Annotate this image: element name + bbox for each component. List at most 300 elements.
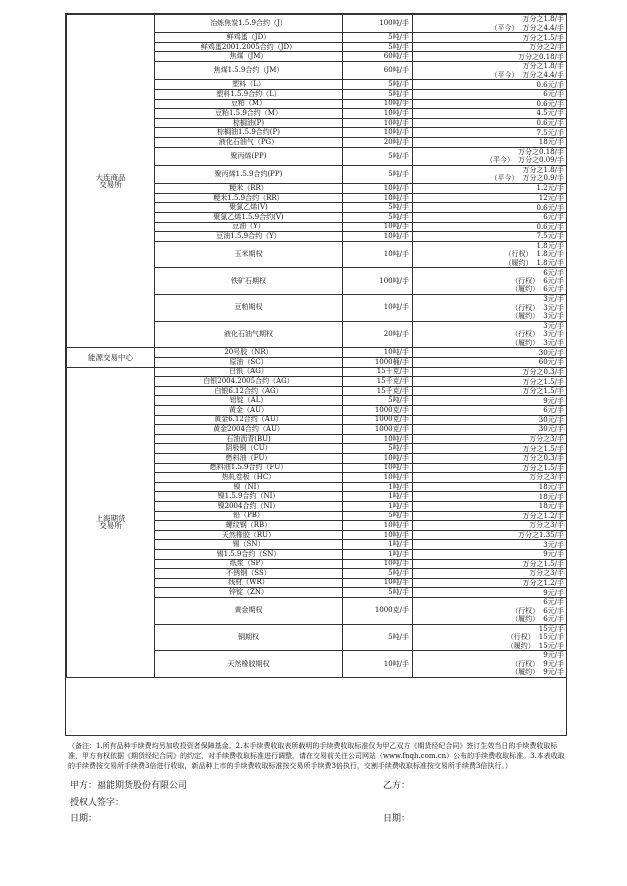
product-name: 纸浆（SP） bbox=[155, 559, 343, 569]
fee-line bbox=[415, 406, 564, 414]
product-name: 聚氯乙烯1.5.9合约(V) bbox=[155, 212, 343, 222]
contract-unit: 5吨/手 bbox=[343, 33, 413, 43]
fee-qualifier: （履约） bbox=[506, 641, 535, 650]
product-name: 鲜鸡蛋2001.2005合约（JD） bbox=[155, 42, 343, 52]
product-name: 玉米期权 bbox=[155, 241, 343, 268]
fee-value: 60元/手 bbox=[538, 358, 564, 367]
fee-cell bbox=[413, 521, 567, 531]
fee-line bbox=[415, 24, 564, 32]
authorized-signature-label: 授权人签字： bbox=[70, 797, 125, 807]
fee-value: 6元/手 bbox=[543, 614, 564, 623]
fee-value: 0.6元/手 bbox=[536, 119, 564, 128]
fee-cell bbox=[413, 406, 567, 416]
contract-unit: 10吨/手 bbox=[343, 241, 413, 268]
product-name: 鲜鸡蛋（JD） bbox=[155, 33, 343, 43]
fee-qualifier: （履约） bbox=[504, 258, 533, 267]
fee-value: 万分之1.8/手 bbox=[522, 166, 564, 175]
fee-value: 9元/手 bbox=[543, 550, 564, 559]
product-name: 线材（WR） bbox=[155, 578, 343, 588]
fee-line bbox=[415, 15, 564, 23]
contract-unit: 1吨/手 bbox=[343, 482, 413, 492]
fee-value: 12元/手 bbox=[538, 194, 564, 203]
fee-line bbox=[415, 53, 564, 61]
fee-cell bbox=[413, 62, 567, 80]
fee-qualifier: （行权） bbox=[511, 303, 540, 312]
fee-value: 6元/手 bbox=[543, 406, 564, 415]
fee-value: 万分之1.5/手 bbox=[522, 377, 564, 386]
fee-value: 6元/手 bbox=[543, 213, 564, 222]
product-name: 黄金期权 bbox=[155, 597, 343, 624]
fee-line bbox=[415, 259, 564, 267]
fee-qualifier: （行权） bbox=[504, 250, 533, 259]
fee-value: 9元/手 bbox=[543, 651, 564, 660]
fee-value: 0.6元/手 bbox=[536, 99, 564, 108]
fee-value: 万分之1.8/手 bbox=[522, 15, 564, 24]
fee-cell bbox=[413, 473, 567, 483]
fee-line bbox=[415, 148, 564, 156]
fee-line bbox=[415, 62, 564, 70]
fee-qualifier: （履约） bbox=[511, 312, 540, 321]
fee-line bbox=[415, 445, 564, 453]
contract-unit: 5吨/手 bbox=[343, 80, 413, 90]
contract-unit: 1吨/手 bbox=[343, 549, 413, 559]
fee-line bbox=[415, 598, 564, 606]
fee-value: 7.5元/手 bbox=[536, 232, 564, 241]
fee-cell bbox=[413, 425, 567, 435]
contract-unit: 10吨/手 bbox=[343, 193, 413, 203]
contract-unit: 5吨/手 bbox=[343, 511, 413, 521]
contract-unit: 60吨/手 bbox=[343, 52, 413, 62]
product-name: 黄金6.12合约（AU） bbox=[155, 415, 343, 425]
fee-value: 万分之1.5/手 bbox=[522, 559, 564, 568]
product-name: 棕榈油1.5.9合约(P) bbox=[155, 128, 343, 138]
fee-value: 0.6元/手 bbox=[536, 80, 564, 89]
fee-cell bbox=[413, 80, 567, 90]
fee-line bbox=[415, 521, 564, 529]
fee-cell bbox=[413, 165, 567, 183]
fee-value: 1.2元/手 bbox=[536, 184, 564, 193]
product-name: 石油沥青(BU) bbox=[155, 434, 343, 444]
fee-line bbox=[415, 473, 564, 481]
fee-value: 万分之1.5/手 bbox=[522, 387, 564, 396]
product-name: 棕榈油(P) bbox=[155, 118, 343, 128]
fee-value: 9元/手 bbox=[543, 668, 564, 677]
contract-unit: 10吨/手 bbox=[343, 578, 413, 588]
fee-qualifier: （平今） bbox=[490, 174, 519, 183]
fee-value: 9元/手 bbox=[543, 588, 564, 597]
product-name: 燃料油1.5.9合约（FU） bbox=[155, 463, 343, 473]
fee-cell bbox=[413, 501, 567, 511]
fee-line bbox=[415, 615, 564, 623]
fee-line bbox=[415, 368, 564, 376]
contract-unit: 10吨/手 bbox=[343, 232, 413, 242]
fee-value: 万分之4.4/手 bbox=[522, 23, 564, 32]
contract-unit: 15千克/手 bbox=[343, 367, 413, 377]
fee-cell bbox=[413, 377, 567, 387]
contract-unit: 5吨/手 bbox=[343, 396, 413, 406]
fee-line bbox=[415, 651, 564, 659]
contract-unit: 10吨/手 bbox=[343, 348, 413, 358]
fee-cell bbox=[413, 444, 567, 454]
fee-line bbox=[415, 71, 564, 79]
fee-cell bbox=[413, 15, 567, 33]
fee-line bbox=[415, 156, 564, 164]
fee-value: 万分之1.8/手 bbox=[522, 62, 564, 71]
product-name: 不锈钢（SS） bbox=[155, 569, 343, 579]
fee-cell bbox=[413, 42, 567, 52]
product-name: 锡1.5.9合约（SN） bbox=[155, 549, 343, 559]
fee-line bbox=[415, 295, 564, 303]
fee-line bbox=[415, 625, 564, 633]
fee-value: 3元/手 bbox=[543, 330, 564, 339]
fee-cell bbox=[413, 569, 567, 579]
contract-unit: 15千克/手 bbox=[343, 377, 413, 387]
fee-line bbox=[415, 213, 564, 221]
contract-unit: 10吨/手 bbox=[343, 521, 413, 531]
fee-value: 6元/手 bbox=[543, 268, 564, 277]
product-name: 铅（PB） bbox=[155, 511, 343, 521]
fee-value: 3元/手 bbox=[543, 295, 564, 304]
fee-line bbox=[415, 579, 564, 587]
contract-unit: 5吨/手 bbox=[343, 42, 413, 52]
fee-cell bbox=[413, 348, 567, 358]
fee-cell bbox=[413, 624, 567, 651]
fee-cell bbox=[413, 128, 567, 138]
product-name: 白银（AG） bbox=[155, 367, 343, 377]
fee-line bbox=[415, 512, 564, 520]
fee-cell bbox=[413, 268, 567, 295]
contract-unit: 10吨/手 bbox=[343, 473, 413, 483]
fee-cell bbox=[413, 295, 567, 322]
fee-value: 万分之0.9/手 bbox=[522, 174, 564, 183]
contract-unit: 1000克/手 bbox=[343, 406, 413, 416]
fee-line bbox=[415, 589, 564, 597]
fee-cell bbox=[413, 530, 567, 540]
product-name: 豆油1.5.9合约（Y） bbox=[155, 232, 343, 242]
product-name: 铝锭（AL） bbox=[155, 396, 343, 406]
fee-cell bbox=[413, 367, 567, 377]
fee-table bbox=[66, 14, 567, 678]
fee-line bbox=[415, 119, 564, 127]
fee-value: 万分之3/手 bbox=[529, 569, 564, 578]
fee-cell bbox=[413, 241, 567, 268]
fee-cell bbox=[413, 463, 567, 473]
fee-value: 万分之2/手 bbox=[529, 43, 564, 52]
fee-value: 3元/手 bbox=[543, 321, 564, 330]
fee-cell bbox=[413, 203, 567, 213]
fee-value: 万分之1.2/手 bbox=[522, 511, 564, 520]
fee-cell bbox=[413, 415, 567, 425]
product-name: 螺纹钢（RB） bbox=[155, 521, 343, 531]
fee-value: 0.6元/手 bbox=[536, 203, 564, 212]
fee-value: 万分之0.18/手 bbox=[518, 52, 564, 61]
product-name: 粳米1.5.9合约（RR） bbox=[155, 193, 343, 203]
product-name: 聚氯乙烯(V) bbox=[155, 203, 343, 213]
fee-line bbox=[415, 129, 564, 137]
fee-line bbox=[415, 668, 564, 676]
product-name: 燃料油（FU） bbox=[155, 453, 343, 463]
fee-line bbox=[415, 633, 564, 641]
fee-value: 万分之0.3/手 bbox=[522, 454, 564, 463]
fee-line bbox=[415, 435, 564, 443]
fee-value: 6元/手 bbox=[543, 598, 564, 607]
contract-unit: 1000克/手 bbox=[343, 597, 413, 624]
fee-value: 18元/手 bbox=[538, 502, 564, 511]
fee-value: 万分之3/手 bbox=[529, 521, 564, 530]
fee-line bbox=[415, 269, 564, 277]
contract-unit: 10吨/手 bbox=[343, 463, 413, 473]
fee-line bbox=[415, 285, 564, 293]
contract-unit: 10吨/手 bbox=[343, 453, 413, 463]
fee-value: 18元/手 bbox=[538, 492, 564, 501]
contract-unit: 5吨/手 bbox=[343, 147, 413, 165]
table-row bbox=[67, 348, 567, 358]
fee-cell bbox=[413, 184, 567, 194]
fee-value: 4.5元/手 bbox=[536, 109, 564, 118]
fee-value: 15元/手 bbox=[538, 624, 564, 633]
product-name: 聚丙烯(PP) bbox=[155, 147, 343, 165]
contract-unit: 20吨/手 bbox=[343, 137, 413, 147]
fee-cell bbox=[413, 453, 567, 463]
fee-line bbox=[415, 194, 564, 202]
fee-value: 6元/手 bbox=[543, 285, 564, 294]
fee-cell bbox=[413, 212, 567, 222]
fee-line bbox=[415, 100, 564, 108]
fee-line bbox=[415, 330, 564, 338]
contract-unit: 5吨/手 bbox=[343, 569, 413, 579]
fee-qualifier: （行权） bbox=[511, 277, 540, 286]
fee-value: 9元/手 bbox=[543, 659, 564, 668]
fee-line bbox=[415, 560, 564, 568]
fee-line bbox=[415, 277, 564, 285]
fee-line bbox=[415, 138, 564, 146]
contract-unit: 5吨/手 bbox=[343, 89, 413, 99]
date-b-label: 日期： bbox=[383, 813, 411, 823]
fee-value: 1.8元/手 bbox=[536, 258, 564, 267]
contract-unit: 5吨/手 bbox=[343, 203, 413, 213]
fee-cell bbox=[413, 52, 567, 62]
fee-line bbox=[415, 464, 564, 472]
fee-value: 3元/手 bbox=[543, 303, 564, 312]
contract-unit: 1吨/手 bbox=[343, 540, 413, 550]
contract-unit: 5吨/手 bbox=[343, 624, 413, 651]
fee-qualifier: （平今） bbox=[486, 156, 515, 165]
fee-cell bbox=[413, 588, 567, 598]
fee-value: 万分之1.5/手 bbox=[522, 33, 564, 42]
table-row bbox=[67, 367, 567, 377]
fee-value: 30元/手 bbox=[538, 425, 564, 434]
party-a-label: 甲方：福能期货股份有限公司 bbox=[70, 780, 188, 790]
fee-value: 万分之0.18/手 bbox=[518, 147, 564, 156]
product-name: 焦煤（JM） bbox=[155, 52, 343, 62]
fee-cell bbox=[413, 193, 567, 203]
fee-table-frame bbox=[65, 13, 567, 736]
fee-value: 18元/手 bbox=[538, 138, 564, 147]
product-name: 天然橡胶（RU） bbox=[155, 530, 343, 540]
exchange-name: 大连商品 交易所 bbox=[67, 15, 155, 348]
fee-line bbox=[415, 81, 564, 89]
fee-line bbox=[415, 550, 564, 558]
fee-line bbox=[415, 541, 564, 549]
contract-unit: 10吨/手 bbox=[343, 99, 413, 109]
fee-line bbox=[415, 223, 564, 231]
fee-line bbox=[415, 322, 564, 330]
fee-line bbox=[415, 397, 564, 405]
product-name: 铁矿石期权 bbox=[155, 268, 343, 295]
fee-line bbox=[415, 184, 564, 192]
fee-cell bbox=[413, 137, 567, 147]
fee-value: 15元/手 bbox=[538, 633, 564, 642]
fee-value: 3元/手 bbox=[543, 540, 564, 549]
product-name: 锌锭（ZN） bbox=[155, 588, 343, 598]
fee-cell bbox=[413, 434, 567, 444]
table-row bbox=[67, 15, 567, 33]
product-name: 热轧卷板（HC） bbox=[155, 473, 343, 483]
fee-qualifier: （履约） bbox=[511, 285, 540, 294]
fee-cell bbox=[413, 396, 567, 406]
fee-line bbox=[415, 250, 564, 258]
product-name: 冶炼焦炭1.5.9合约（J） bbox=[155, 15, 343, 33]
fee-value: 6元/手 bbox=[543, 277, 564, 286]
product-name: 黄金2004合约（AU） bbox=[155, 425, 343, 435]
fee-value: 万分之0.09/手 bbox=[518, 156, 564, 165]
contract-unit: 15千克/手 bbox=[343, 386, 413, 396]
product-name: 塑料1.5.9合约（L） bbox=[155, 89, 343, 99]
fee-line bbox=[415, 660, 564, 668]
fee-line bbox=[415, 378, 564, 386]
fee-value: 7.5元/手 bbox=[536, 128, 564, 137]
fee-cell bbox=[413, 386, 567, 396]
fee-cell bbox=[413, 147, 567, 165]
fee-line bbox=[415, 232, 564, 240]
fee-line bbox=[415, 349, 564, 357]
fee-value: 9元/手 bbox=[543, 396, 564, 405]
contract-unit: 100吨/手 bbox=[343, 268, 413, 295]
fee-value: 15元/手 bbox=[538, 641, 564, 650]
fee-cell bbox=[413, 232, 567, 242]
fee-line bbox=[415, 387, 564, 395]
contract-unit: 100吨/手 bbox=[343, 15, 413, 33]
fee-line bbox=[415, 454, 564, 462]
contract-unit: 1000克/手 bbox=[343, 425, 413, 435]
product-name: 白银2004.2005合约（AG） bbox=[155, 377, 343, 387]
product-name: 焦煤1.5.9合约（JM） bbox=[155, 62, 343, 80]
fee-qualifier: （行权） bbox=[511, 606, 540, 615]
product-name: 粳米（RR） bbox=[155, 184, 343, 194]
contract-unit: 5吨/手 bbox=[343, 444, 413, 454]
fee-line bbox=[415, 425, 564, 433]
product-name: 白银6.12合约（AG） bbox=[155, 386, 343, 396]
contract-unit: 10吨/手 bbox=[343, 530, 413, 540]
contract-unit: 5吨/手 bbox=[343, 588, 413, 598]
product-name: 塑料（L） bbox=[155, 80, 343, 90]
contract-unit: 10吨/手 bbox=[343, 184, 413, 194]
fee-value: 万分之3/手 bbox=[529, 435, 564, 444]
fee-qualifier: （行权） bbox=[506, 633, 535, 642]
product-name: 聚丙烯1.5.9合约(PP) bbox=[155, 165, 343, 183]
fee-value: 万分之0.3/手 bbox=[522, 367, 564, 376]
fee-line bbox=[415, 339, 564, 347]
product-name: 镍2004合约（NI） bbox=[155, 501, 343, 511]
contract-unit: 1000桶/手 bbox=[343, 358, 413, 368]
product-name: 镍（NI） bbox=[155, 482, 343, 492]
fee-cell bbox=[413, 559, 567, 569]
product-name: 豆油（Y） bbox=[155, 222, 343, 232]
fee-value: 6元/手 bbox=[543, 90, 564, 99]
fee-line bbox=[415, 43, 564, 51]
fee-value: 30元/手 bbox=[538, 415, 564, 424]
fee-value: 万分之1.2/手 bbox=[522, 578, 564, 587]
fee-cell bbox=[413, 597, 567, 624]
product-name: 镍1.5.9合约（NI） bbox=[155, 492, 343, 502]
date-a-label: 日期： bbox=[70, 813, 98, 823]
product-name: 液化石油气期权 bbox=[155, 321, 343, 348]
fee-line bbox=[415, 358, 564, 366]
fee-qualifier: （行权） bbox=[511, 659, 540, 668]
fee-cell bbox=[413, 321, 567, 348]
fee-line bbox=[415, 502, 564, 510]
fee-line bbox=[415, 531, 564, 539]
contract-unit: 1吨/手 bbox=[343, 492, 413, 502]
fee-cell bbox=[413, 492, 567, 502]
product-name: 天然橡胶期权 bbox=[155, 651, 343, 678]
contract-unit: 10吨/手 bbox=[343, 222, 413, 232]
fee-line bbox=[415, 34, 564, 42]
fee-cell bbox=[413, 222, 567, 232]
product-name: 铜期权 bbox=[155, 624, 343, 651]
fee-value: 1.8元/手 bbox=[536, 250, 564, 259]
contract-unit: 10吨/手 bbox=[343, 109, 413, 119]
fee-cell bbox=[413, 99, 567, 109]
contract-unit: 10吨/手 bbox=[343, 128, 413, 138]
contract-unit: 10吨/手 bbox=[343, 295, 413, 322]
fee-line bbox=[415, 204, 564, 212]
fee-cell bbox=[413, 109, 567, 119]
fee-cell bbox=[413, 549, 567, 559]
fee-value: 3元/手 bbox=[543, 312, 564, 321]
fee-value: 0.6元/手 bbox=[536, 222, 564, 231]
fee-value: 万分之1.35/手 bbox=[518, 531, 564, 540]
contract-unit: 20吨/手 bbox=[343, 321, 413, 348]
product-name: 原油（SC） bbox=[155, 358, 343, 368]
fee-qualifier: （履约） bbox=[511, 614, 540, 623]
contract-unit: 1吨/手 bbox=[343, 501, 413, 511]
fee-cell bbox=[413, 89, 567, 99]
fee-cell bbox=[413, 578, 567, 588]
fee-value: 6元/手 bbox=[543, 606, 564, 615]
fee-qualifier: （行权） bbox=[511, 330, 540, 339]
remarks-note: （备注：1.所有品种手续费均另加收投资者保障基金。2.本手续费收取表所载明的手续费收取标准仅为甲乙双方《期货经纪合同》签订生效当日的手续费收取标准，甲方有权依据《期货经纪合同》的约定，对手续费收取标准进行调整，请在交易前关注公司网站（www.fnqh.com.cn）公布的手续费收取标准。3.本表收取的手续费按交易所手续费3倍进行收取，新品种上市的手续费收取标准按交易所手续费3倍执行，交割手续费收取标准按交易所手续费3倍执行。） bbox=[68, 742, 565, 770]
product-name: 液化石油气（PG） bbox=[155, 137, 343, 147]
fee-value: 18元/手 bbox=[538, 483, 564, 492]
fee-qualifier: （平今） bbox=[490, 70, 519, 79]
contract-unit: 5吨/手 bbox=[343, 165, 413, 183]
fee-line bbox=[415, 109, 564, 117]
product-name: 锡（SN） bbox=[155, 540, 343, 550]
product-name: 黄金（AU） bbox=[155, 406, 343, 416]
contract-unit: 1000克/手 bbox=[343, 415, 413, 425]
contract-unit: 10吨/手 bbox=[343, 651, 413, 678]
exchange-name: 能源交易中心 bbox=[67, 348, 155, 367]
fee-cell bbox=[413, 358, 567, 368]
fee-line bbox=[415, 607, 564, 615]
fee-line bbox=[415, 642, 564, 650]
fee-cell bbox=[413, 540, 567, 550]
product-name: 豆粕（M） bbox=[155, 99, 343, 109]
fee-qualifier: （履约） bbox=[511, 668, 540, 677]
fee-line bbox=[415, 174, 564, 182]
contract-unit: 10吨/手 bbox=[343, 559, 413, 569]
